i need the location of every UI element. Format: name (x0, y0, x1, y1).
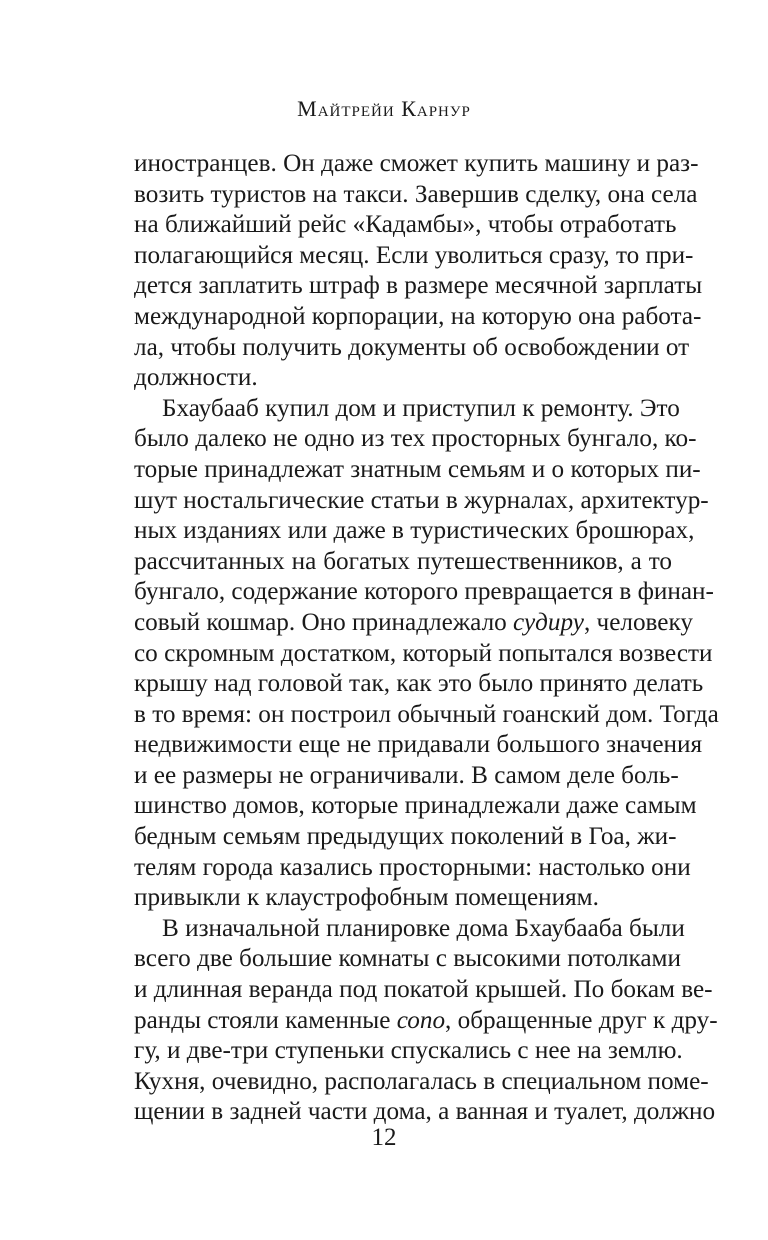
text-line: торые принадлежат знатным семьям и о которых пи- (134, 455, 701, 483)
text-line: международной корпорации, на которую она работа- (134, 302, 702, 330)
text-segment: , человеку (583, 608, 693, 636)
text-line: привыкли к клаустрофобным помещениям. (134, 884, 599, 912)
text-line: телям города казались просторными: настолько они (134, 853, 691, 881)
body-text (134, 149, 719, 1128)
text-line: Бхаубааб купил дом и приступил к ремонту. Это (162, 394, 680, 422)
text-line: бунгало, содержание которого превращается в финан- (134, 578, 714, 606)
italic-term: сопо (396, 1006, 446, 1034)
text-line: ла, чтобы получить документы об освобождении от (134, 333, 690, 361)
text-line: иностранцев. Он даже сможет купить машину и раз- (134, 150, 699, 177)
text-line: рассчитанных на богатых путешественников, а то (134, 547, 672, 575)
text-line: дется заплатить штраф в размере месячной зарплаты (134, 272, 703, 300)
text-line: на ближайший рейс «Кадамбы», чтобы отработать (134, 211, 677, 239)
text-line: гу, и две-три ступеньки спускались с нее на землю. (134, 1037, 683, 1065)
text-line: бедным семьям предыдущих поколений в Гоа, жи- (134, 823, 677, 851)
text-line: крышу над головой так, как это было принято делать (134, 670, 704, 698)
text-line-mixed (134, 608, 693, 639)
italic-term: судиру (513, 608, 584, 636)
text-line: В изначальной планировке дома Бхаубааба были (162, 914, 685, 942)
text-line: возить туристов на такси. Завершив сделку, она села (134, 180, 698, 208)
text-line: в то время: он построил обычный гоанский дом. Тогда (134, 700, 719, 728)
running-head: Майтрейи Карнур (297, 96, 471, 121)
text-line: всего две большие комнаты с высокими потолками (134, 945, 681, 973)
text-line: Кухня, очевидно, располагалась в специальном поме- (134, 1067, 709, 1095)
text-line: щении в задней части дома, а ванная и туалет, должно (134, 1098, 716, 1126)
text-line: и ее размеры не ограничивали. В самом деле боль- (134, 761, 679, 789)
text-segment: ранды стояли каменные (134, 1006, 397, 1034)
text-line: ных изданиях или даже в туристических брошюрах, (134, 517, 695, 545)
text-segment: , обращенные друг к дру- (445, 1006, 718, 1034)
text-segment: совый кошмар. Оно принадлежало (134, 608, 514, 636)
text-line-mixed (134, 1006, 718, 1037)
text-line: шут ностальгические статьи в журналах, архитектур- (134, 486, 709, 514)
text-line: шинство домов, которые принадлежали даже самым (134, 792, 697, 820)
page-number: 12 (371, 1124, 397, 1151)
text-line: недвижимости еще не придавали большого значения (134, 731, 703, 759)
text-line: со скромным достатком, который попытался возвести (134, 639, 713, 667)
text-line: и длинная веранда под покатой крышей. По бокам ве- (134, 976, 713, 1004)
text-line: полагающийся месяц. Если уволиться сразу, то при- (134, 241, 694, 269)
text-line: должности. (134, 364, 258, 392)
text-line: было далеко не одно из тех просторных бунгало, ко- (134, 425, 697, 453)
